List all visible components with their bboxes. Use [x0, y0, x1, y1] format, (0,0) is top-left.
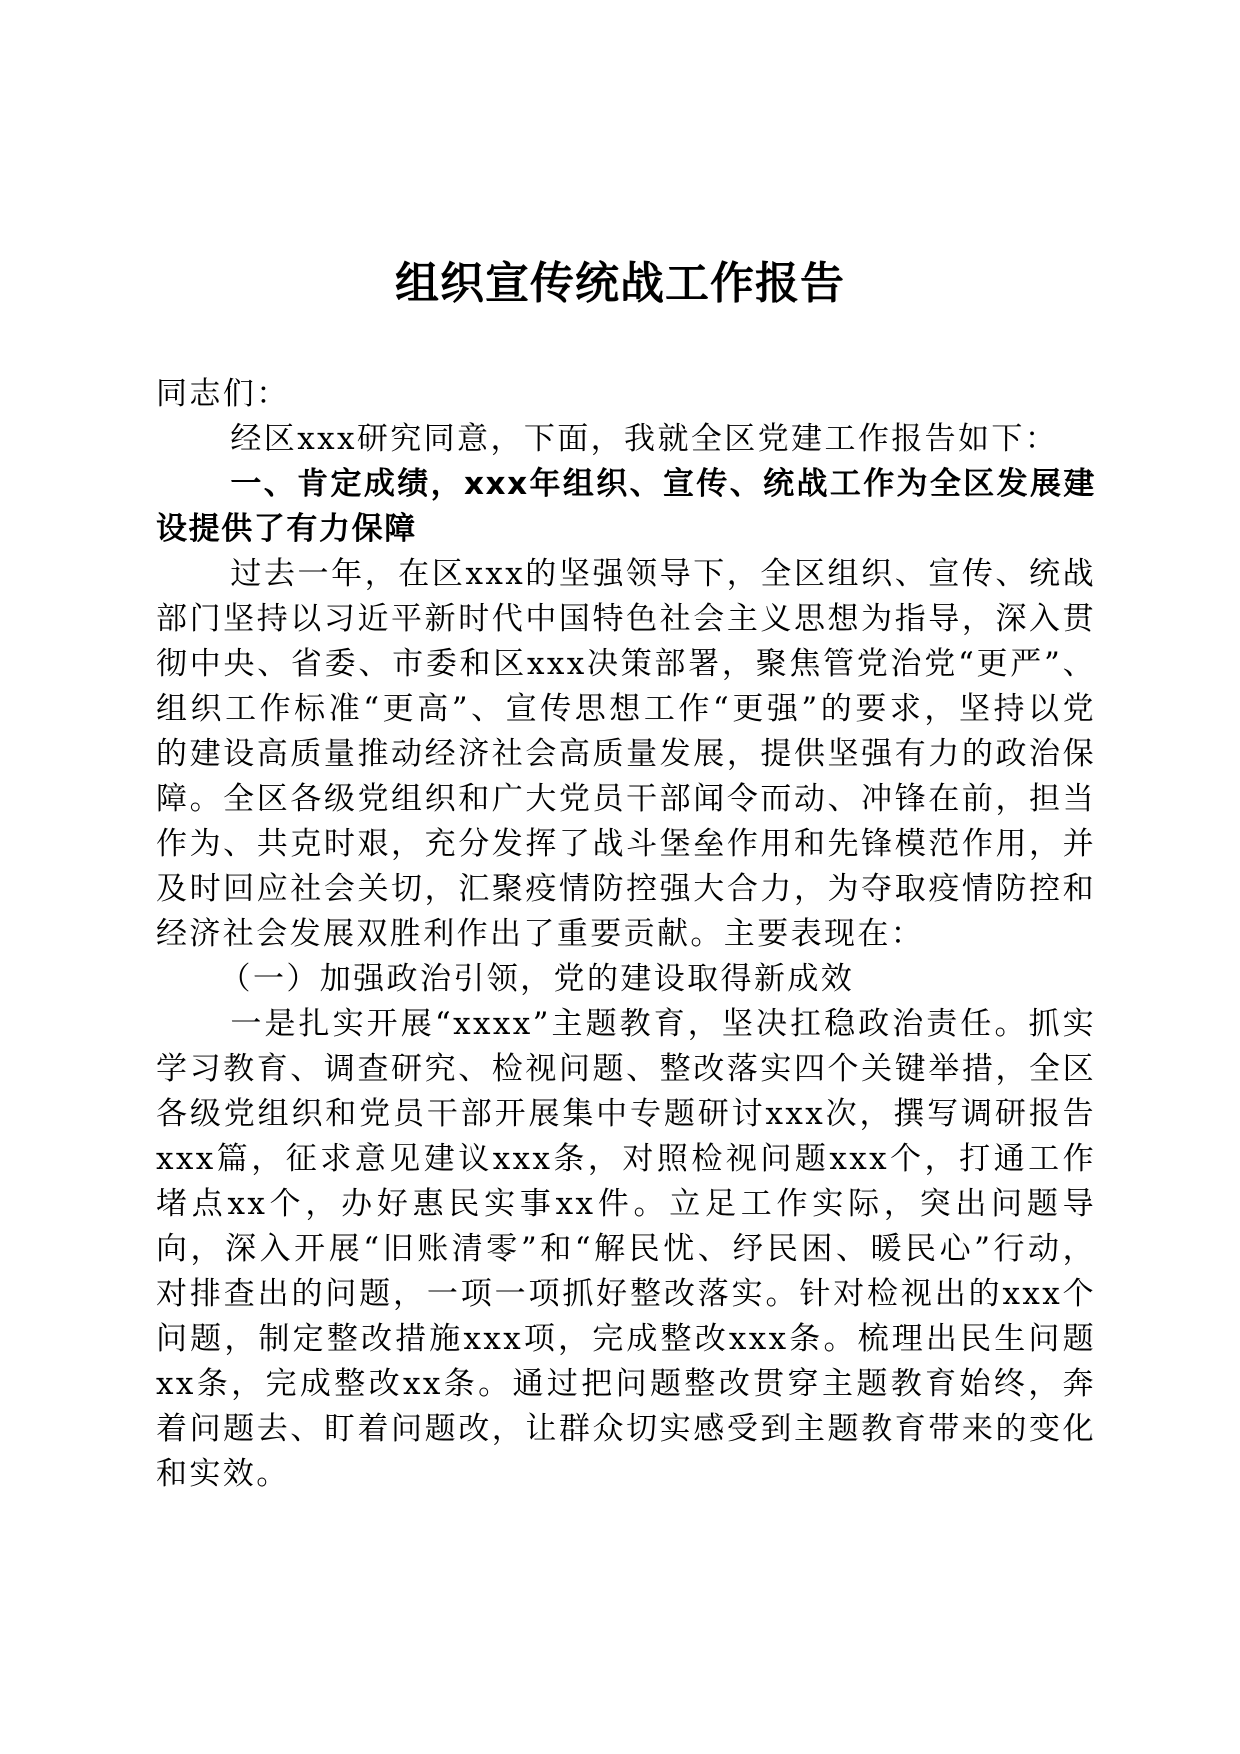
document-body: [156, 372, 1096, 1497]
document-title: 组织宣传统战工作报告: [395, 258, 845, 309]
section-1-paragraph: 过去一年，在区xxx的坚强领导下，全区组织、宣传、统战部门坚持以习近平新时代中国特色社会主义思想为指导，深入贯彻中央、省委、市委和区xxx决策部署，聚焦管党治党“更严”、组织工作标准“更高”、宣传思想工作“更强”的要求，坚持以党的建设高质量推动经济社会高质量发展，提供坚强有力的政治保障。全区各级党组织和广大党员干部闻令而动、冲锋在前，担当作为、共克时艰，充分发挥了战斗堡垒作用和先锋模范作用，并及时回应社会关切，汇聚疫情防控强大合力，为夺取疫情防控和经济社会发展双胜利作出了重要贡献。主要表现在：: [156, 556, 1096, 952]
intro-paragraph: 经区xxx研究同意，下面，我就全区党建工作报告如下：: [230, 421, 1059, 457]
subsection-1-paragraph: 一是扎实开展“xxxx”主题教育，坚决扛稳政治责任。抓实学习教育、调查研究、检视问题、整改落实四个关键举措，全区各级党组织和党员干部开展集中专题研讨xxx次，撰写调研报告xxx篇，征求意见建议xxx条，对照检视问题xxx个，打通工作堵点xx个，办好惠民实事xx件。立足工作实际，突出问题导向，深入开展“旧账清零”和“解民忧、纾民困、暖民心”行动，对排查出的问题，一项一项抓好整改落实。针对检视出的xxx个问题，制定整改措施xxx项，完成整改xxx条。梳理出民生问题xx条，完成整改xx条。通过把问题整改贯穿主题教育始终，奔着问题去、盯着问题改，让群众切实感受到主题教育带来的变化和实效。: [156, 1006, 1096, 1492]
section-1-heading: 一、肯定成绩，xxx年组织、宣传、统战工作为全区发展建设提供了有力保障: [156, 466, 1096, 547]
subsection-1-heading: （一）加强政治引领，党的建设取得新成效: [219, 961, 855, 997]
salutation: 同志们：: [156, 376, 290, 412]
